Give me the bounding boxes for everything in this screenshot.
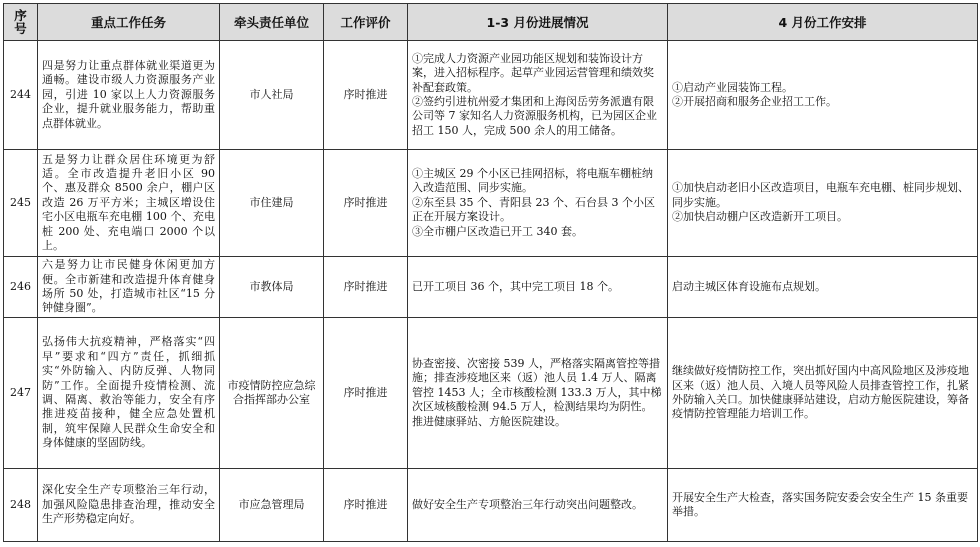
plan-item: ①加快启动老旧小区改造项目，电瓶车充电棚、桩同步规划、同步实施。 <box>672 181 969 209</box>
progress-item: 协查密接、次密接 539 人，严格落实隔离管控等措施；排查涉疫地区来（返）池人员 1.4 万人、隔离管控 1453 人；全市核酸检测 133.3 万人，其中梯次区域核酸检测 94.5 万人，检测结果均为阴性。推进健康驿站、方舱医院建设。 <box>412 356 662 428</box>
row-plan <box>668 318 978 469</box>
progress-item: 已开工项目 36 个，其中完工项目 18 个。 <box>412 279 619 293</box>
row-progress <box>408 41 668 150</box>
row-eval: 序时推进 <box>324 150 408 257</box>
progress-item: ②东至县 35 个、青阳县 23 个、石台县 3 个小区正在开展方案设计。 <box>412 195 655 224</box>
plan-item: ②加快启动棚户区改造新开工项目。 <box>672 210 848 224</box>
row-eval: 序时推进 <box>324 257 408 318</box>
row-seq: 245 <box>4 150 38 257</box>
plan-item: 启动主城区体育设施布点规划。 <box>672 279 826 293</box>
header-row <box>4 4 978 41</box>
row-seq: 248 <box>4 469 38 542</box>
row-task: 弘扬伟大抗疫精神，严格落实“四早”要求和“四方”责任，抓细抓实“外防输入、内防反弹、人物同防”工作。全面提升疫情检测、流调、隔离、救治等能力，安全有序推进疫苗接种，健全应急处置机制，筑牢保障人民群众生命安全和身体健康的坚固防线。 <box>38 318 220 469</box>
row-plan <box>668 41 978 150</box>
table-row <box>4 318 978 469</box>
header-seq <box>4 4 38 41</box>
progress-item: ②签约引进杭州爱才集团和上海闵岳劳务派遣有限公司等 7 家知名人力资源服务机构，已为园区企业招工 150 人，完成 500 余人的用工储备。 <box>412 95 657 137</box>
table-row <box>4 469 978 542</box>
header-eval: 工作评价 <box>324 4 408 41</box>
row-task: 四是努力让重点群体就业渠道更为通畅。建设市级人力资源服务产业园，引进 10 家以上人力资源服务企业，提升就业服务能力，帮助重点群体就业。 <box>38 41 220 150</box>
row-progress <box>408 150 668 257</box>
table-row <box>4 41 978 150</box>
row-unit: 市人社局 <box>220 41 324 150</box>
row-seq: 244 <box>4 41 38 150</box>
work-progress-table <box>3 3 978 542</box>
header-plan: 4 月份工作安排 <box>668 4 978 41</box>
row-unit: 市住建局 <box>220 150 324 257</box>
header-unit: 牵头责任单位 <box>220 4 324 41</box>
plan-item: ①启动产业园装饰工程。 <box>672 80 793 94</box>
row-seq: 246 <box>4 257 38 318</box>
progress-item: ①完成人力资源产业园功能区规划和装饰设计方案，进入招标程序。起草产业园运营管理和绩效奖补配套政策。 <box>412 51 654 94</box>
table-row <box>4 150 978 257</box>
row-progress <box>408 257 668 318</box>
row-eval: 序时推进 <box>324 318 408 469</box>
progress-item: 做好安全生产专项整治三年行动突出问题整改。 <box>412 497 643 511</box>
header-task: 重点工作任务 <box>38 4 220 41</box>
header-seq-line2: 号 <box>14 21 27 36</box>
row-plan <box>668 150 978 257</box>
row-task: 六是努力让市民健身休闲更加方便。全市新建和改造提升体育健身场所 50 处，打造城市社区“15 分钟健身圈”。 <box>38 257 220 318</box>
plan-item: 开展安全生产大检查，落实国务院安委会安全生产 15 条重要举措。 <box>672 490 968 518</box>
row-unit: 市应急管理局 <box>220 469 324 542</box>
row-plan <box>668 469 978 542</box>
row-progress <box>408 318 668 469</box>
progress-item: ①主城区 29 个小区已挂网招标，将电瓶车棚桩纳入改造范围、同步实施。 <box>412 166 653 195</box>
plan-item: 继续做好疫情防控工作，突出抓好国内中高风险地区及涉疫地区来（返）池人员、入境人员等风险人员排查管控工作，扎紧外防输入关口。加快健康驿站建设，启动方舱医院建设，筹备疫情防控管理能力培训工作。 <box>672 364 969 421</box>
row-task: 深化安全生产专项整治三年行动，加强风险隐患排查治理，推动安全生产形势稳定向好。 <box>38 469 220 542</box>
row-plan <box>668 257 978 318</box>
row-progress <box>408 469 668 542</box>
header-progress: 1-3 月份进展情况 <box>408 4 668 41</box>
row-unit: 市疫情防控应急综合指挥部办公室 <box>220 318 324 469</box>
progress-item: ③全市棚户区改造已开工 340 套。 <box>412 224 583 238</box>
row-eval: 序时推进 <box>324 469 408 542</box>
row-eval: 序时推进 <box>324 41 408 150</box>
row-unit: 市教体局 <box>220 257 324 318</box>
plan-item: ②开展招商和服务企业招工工作。 <box>672 95 837 108</box>
row-task: 五是努力让群众居住环境更为舒适。全市改造提升老旧小区 90 个、惠及群众 8500 余户，棚户区改造 26 万平方米；主城区增设住宅小区电瓶车充电棚 100 个、充电桩 200 处、充电端口 2000 个以上。 <box>38 150 220 257</box>
table-row <box>4 257 978 318</box>
row-seq: 247 <box>4 318 38 469</box>
header-seq-line1: 序 <box>14 8 27 23</box>
